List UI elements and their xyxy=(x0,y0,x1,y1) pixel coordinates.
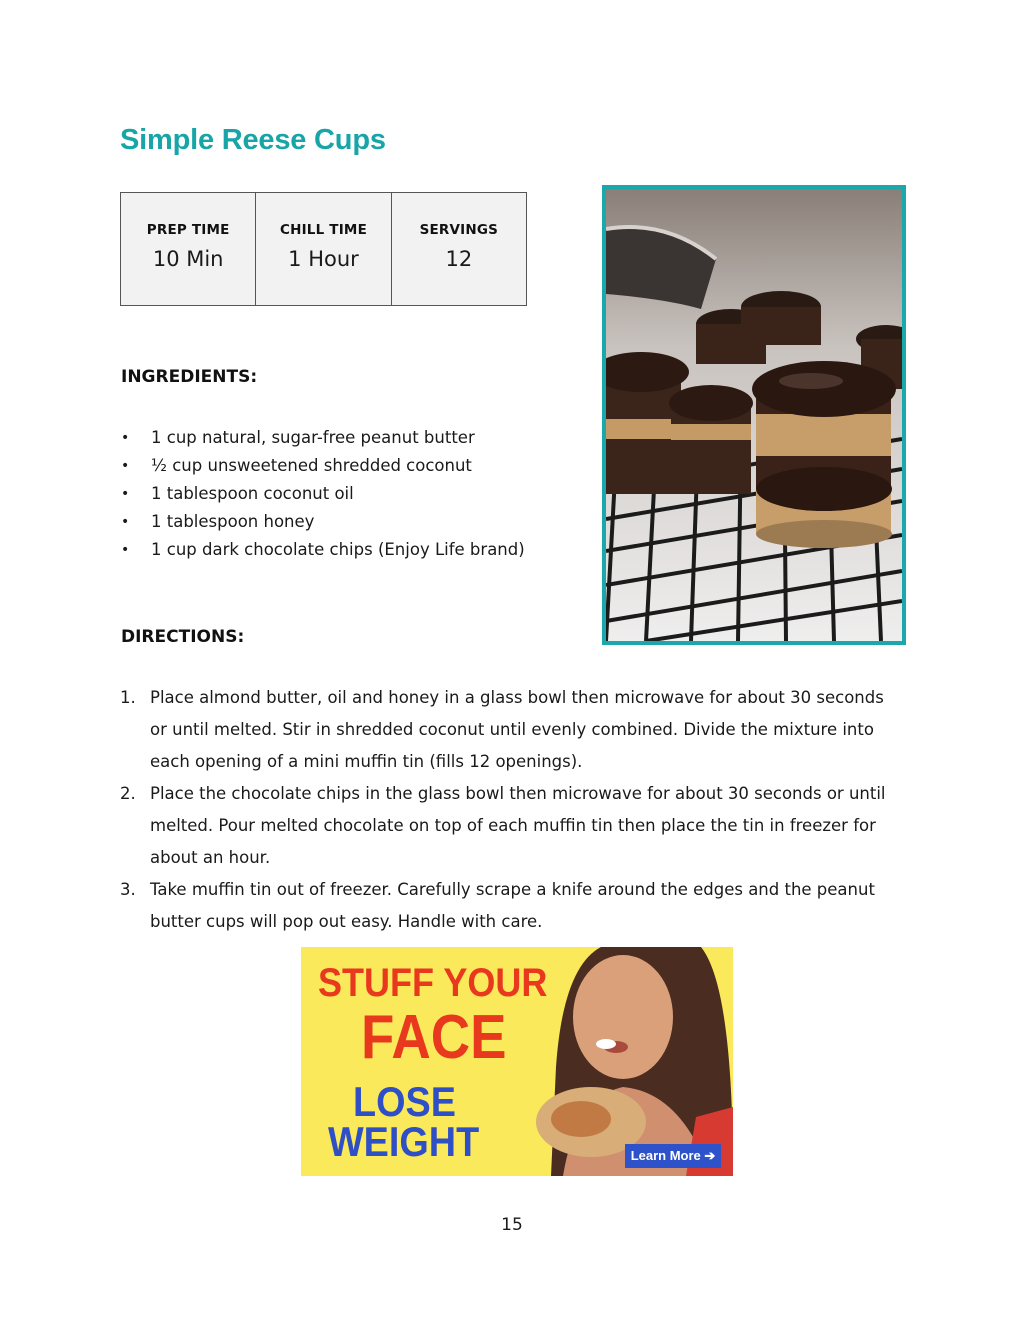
servings-value: 12 xyxy=(445,247,473,271)
direction-step xyxy=(120,778,900,874)
ingredient-text: 1 tablespoon honey xyxy=(151,512,315,531)
ingredient-text: 1 cup natural, sugar-free peanut butter xyxy=(151,428,475,447)
ingredient-item xyxy=(121,508,525,536)
ad-headline-2: FACE xyxy=(361,1003,507,1072)
step-text: Place the chocolate chips in the glass bowl then microwave for about 30 seconds or until melted. Pour melted chocolate on top of each muffin tin then place the tin in freezer for about an hour. xyxy=(150,784,886,867)
page-number: 15 xyxy=(501,1215,523,1235)
ingredient-text: ½ cup unsweetened shredded coconut xyxy=(151,456,472,475)
ingredient-text: 1 cup dark chocolate chips (Enjoy Life brand) xyxy=(151,540,525,559)
ad-headline-3: LOSE xyxy=(353,1078,456,1125)
learn-more-button[interactable]: Learn More ➔ xyxy=(625,1144,721,1168)
bullet-icon: • xyxy=(121,486,130,502)
advertisement-banner[interactable] xyxy=(301,947,733,1176)
ingredient-item xyxy=(121,480,525,508)
step-text: Take muffin tin out of freezer. Carefully scrape a knife around the edges and the peanut butter cups will pop out easy. Handle with care. xyxy=(150,880,875,931)
step-number: 1. xyxy=(120,688,136,707)
ad-headline-4: WEIGHT xyxy=(328,1118,480,1165)
chill-time-label: CHILL TIME xyxy=(279,222,367,238)
chill-time-value: 1 Hour xyxy=(288,247,359,271)
ingredients-heading: INGREDIENTS: xyxy=(121,367,258,387)
step-number: 3. xyxy=(120,880,136,899)
bullet-icon: • xyxy=(121,430,130,446)
direction-step xyxy=(120,874,900,938)
servings-label: SERVINGS xyxy=(419,222,499,238)
ingredient-item xyxy=(121,536,525,564)
prep-time-value: 10 Min xyxy=(152,247,224,271)
prep-time-label: PREP TIME xyxy=(146,222,230,238)
chill-time-cell xyxy=(256,193,391,305)
step-text: Place almond butter, oil and honey in a glass bowl then microwave for about 30 seconds or until melted. Stir in shredded coconut until evenly combined. Divide the mixture into each opening of a mini muffin tin (fills 12 openings). xyxy=(150,688,884,771)
recipe-title: Simple Reese Cups xyxy=(120,124,386,156)
directions-list xyxy=(120,682,900,938)
ingredient-text: 1 tablespoon coconut oil xyxy=(151,484,354,503)
bullet-icon: • xyxy=(121,514,130,530)
prep-time-cell xyxy=(121,193,256,305)
step-number: 2. xyxy=(120,784,136,803)
ingredient-item xyxy=(121,424,525,452)
direction-step xyxy=(120,682,900,778)
ingredients-list xyxy=(121,424,525,564)
recipe-info-table xyxy=(120,192,527,306)
servings-cell xyxy=(392,193,526,305)
ingredient-item xyxy=(121,452,525,480)
ad-headline-1: STUFF YOUR xyxy=(318,961,548,1005)
peanut-butter-cups-image xyxy=(606,189,902,641)
bullet-icon: • xyxy=(121,458,130,474)
recipe-photo xyxy=(602,185,906,645)
directions-heading: DIRECTIONS: xyxy=(121,627,245,647)
bullet-icon: • xyxy=(121,542,130,558)
